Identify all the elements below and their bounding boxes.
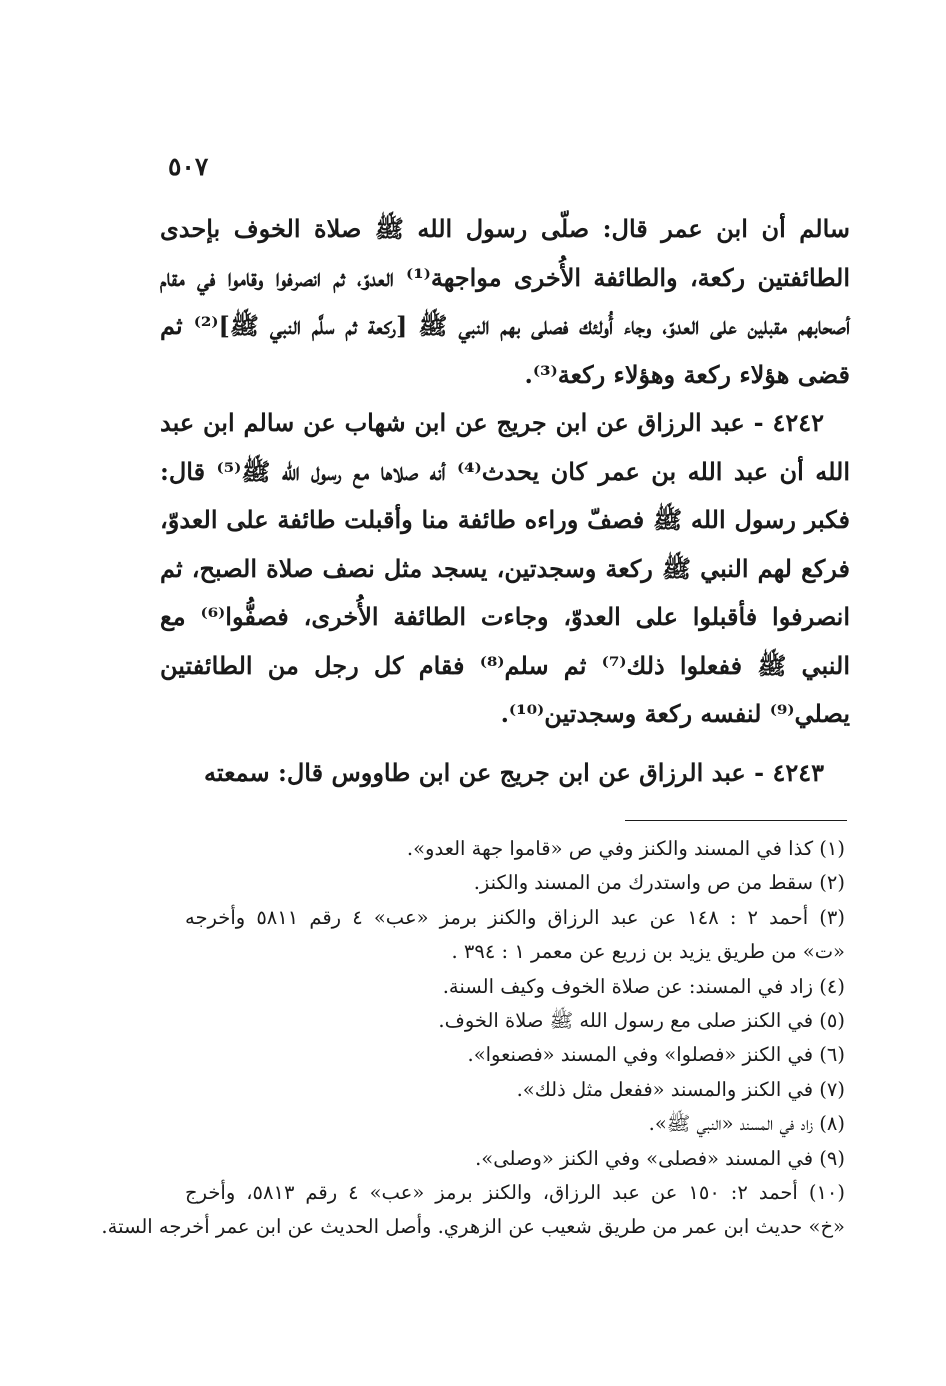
footnote-9: (٩) في المسند «فصلى» وفي الكنز «وصلى». (475, 1146, 845, 1170)
page-number: ٥٠٧ (168, 152, 209, 181)
footnote-3: (٣) أحمد ٢ : ١٤٨ عن عبد الرزاق والكنز برمز «عب» ٤ رقم ٥٨١١ وأخرجه (185, 905, 845, 929)
footnote-10-continued: «خ» حديث ابن عمر من طريق شعيب عن الزهري. وأصل الحديث عن ابن عمر أخرجه الستة. (101, 1215, 845, 1239)
paragraph-continuation: سالم أن ابن عمر قال: صلّى رسول الله ﷺ صلاة الخوف بإحدى الطائفتين ركعة، والطائفة الأُخرى مواجهة⁽¹⁾ العدوّ، ثم انصرفوا وقاموا في مقام أصحابهم مقبلين على العدوّ، وجاء أُولئك فصلى بهم النبي ﷺ [ركعة ثم سلَّم النبي ﷺ]⁽²⁾ ثم قضى هؤلاء ركعة وهؤلاء ركعة⁽³⁾. (160, 214, 851, 389)
main-text (160, 205, 850, 797)
footnote-10: (١٠) أحمد ٢: ١٥٠ عن عبد الرزاق، والكنز برمز «عب» ٤ رقم ٥٨١٣، وأخرج (185, 1181, 845, 1205)
footnote-7: (٧) في الكنز والمسند «ففعل مثل ذلك». (516, 1077, 845, 1101)
hadith-4243: ٤٢٤٣ - عبد الرزاق عن ابن جريج عن ابن طاووس قال: سمعته (203, 757, 824, 787)
footnote-2: (٢) سقط من ص واستدرك من المسند والكنز. (473, 871, 845, 895)
footnote-1: (١) كذا في المسند والكنز وفي ص «قاموا جهة العدو». (406, 837, 845, 860)
hadith-4242: ٤٢٤٢ - عبد الرزاق عن ابن جريج عن ابن شهاب عن سالم ابن عبد الله أن عبد الله بن عمر كان يحدث⁽⁴⁾ أنه صلاها مع رسول الله ﷺ⁽⁵⁾ قال: فكبر رسول الله ﷺ فصفّ وراءه طائفة منا وأقبلت طائفة على العدوّ، فركع لهم النبي ﷺ ركعة وسجدتين، يسجد مثل نصف صلاة الصبح، ثم انصرفوا فأقبلوا على العدوّ، وجاءت الطائفة الأُخرى، فصفُّوا⁽⁶⁾ مع النبي ﷺ ففعلوا ذلك⁽⁷⁾ ثم سلم⁽⁸⁾ فقام كل رجل من الطائفتين يصلي⁽⁹⁾ لنفسه ركعة وسجدتين⁽¹⁰⁾. (160, 408, 851, 728)
footnote-5: (٥) في الكنز صلى مع رسول الله ﷺ صلاة الخوف. (438, 1009, 845, 1033)
footnote-6: (٦) في الكنز «فصلوا» وفي المسند «فصنعوا». (467, 1043, 845, 1067)
footnote-8: (٨) زاد في المسند «النبي ﷺ». (648, 1112, 845, 1136)
footnotes (101, 832, 845, 1245)
footnote-4: (٤) زاد في المسند: عن صلاة الخوف وكيف السنة. (442, 974, 845, 998)
footnote-3-continued: «ت» من طريق يزيد بن زريع عن معمر ١ : ٣٩٤ . (451, 940, 845, 964)
footnote-separator (625, 820, 847, 821)
